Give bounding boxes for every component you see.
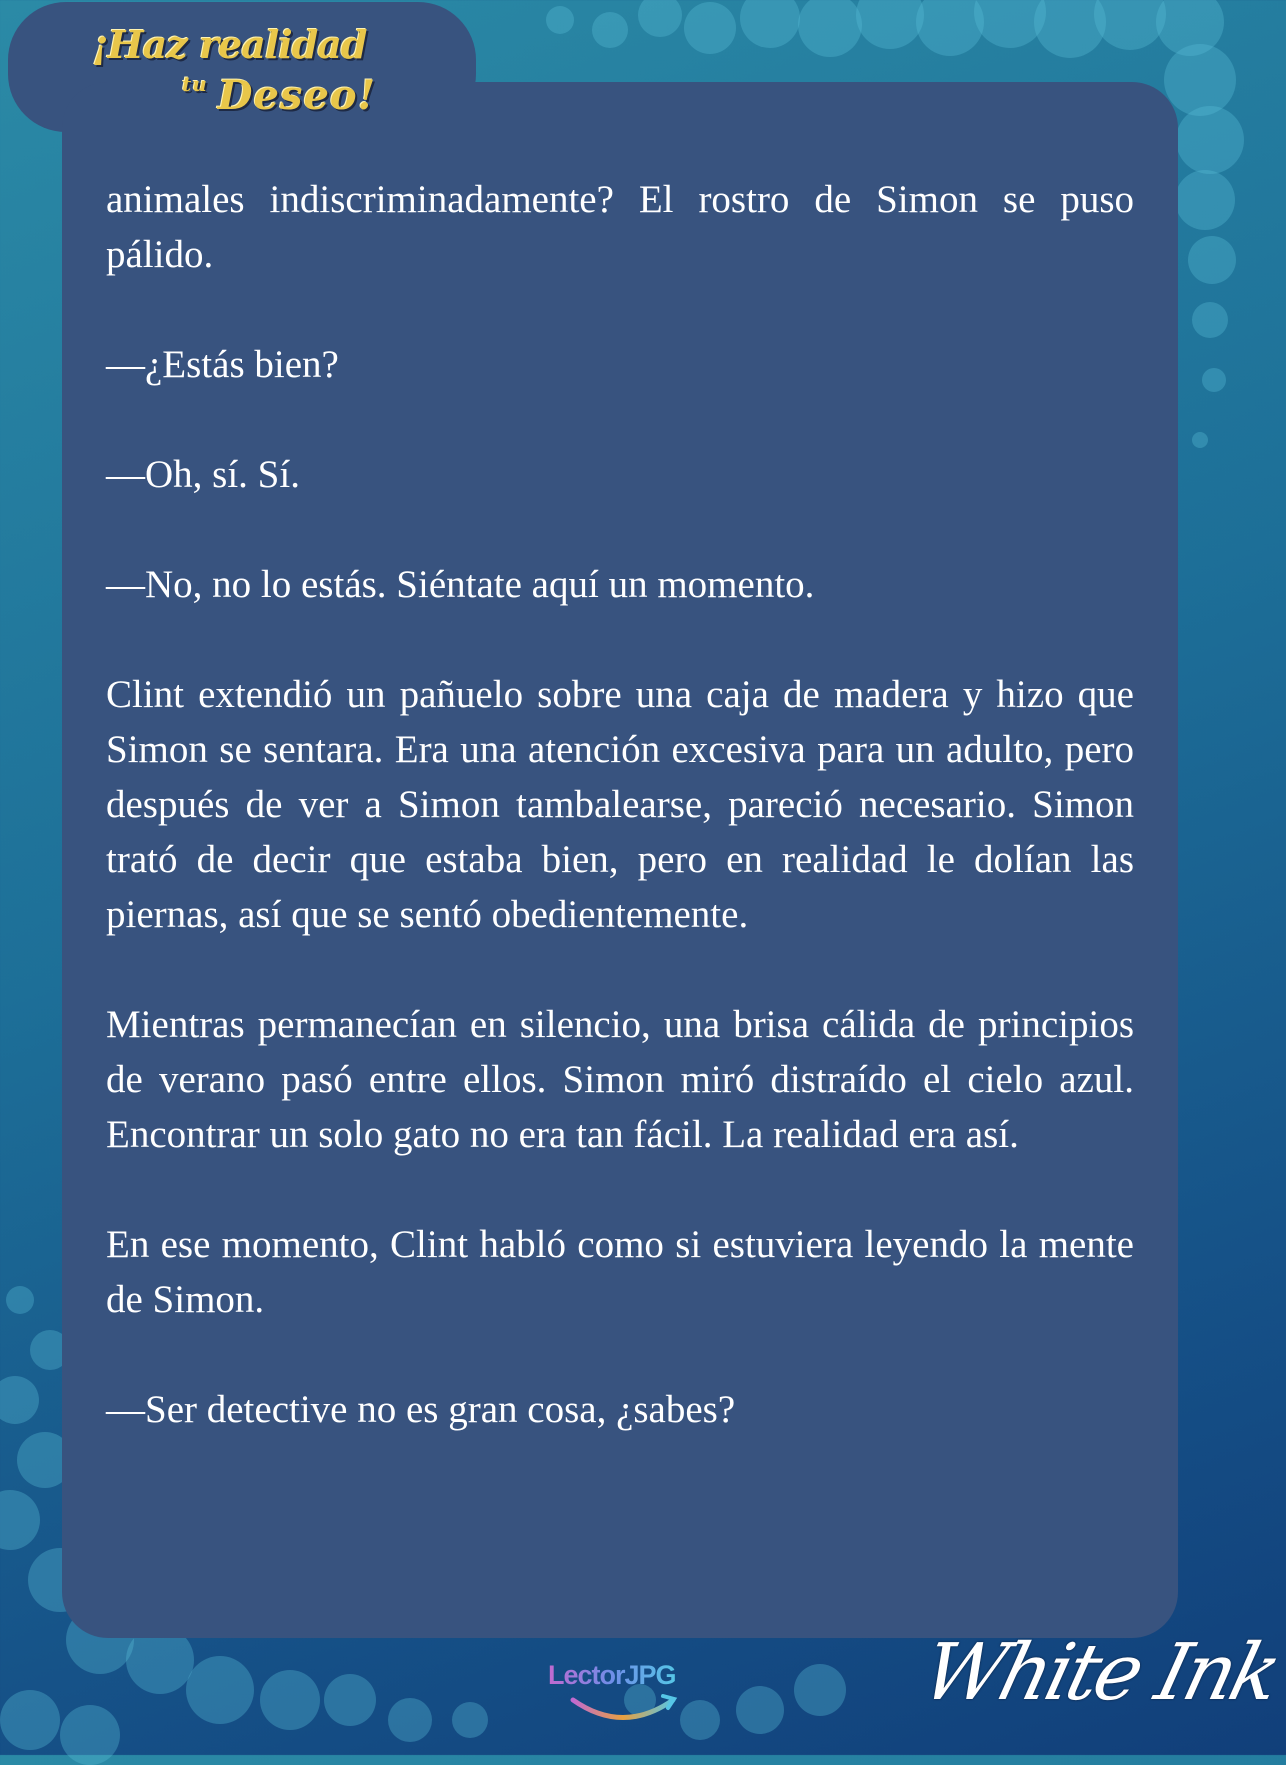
paragraph: —No, no lo estás. Siéntate aquí un momento. xyxy=(106,563,815,606)
background-dot xyxy=(974,0,1046,48)
smile-arc-icon xyxy=(568,1690,678,1730)
background-dot xyxy=(1188,236,1236,284)
logo-line-2 xyxy=(182,72,376,119)
background-dot xyxy=(794,1664,846,1716)
watermark-text: LectorJPG xyxy=(548,1660,676,1690)
background-dot xyxy=(916,0,984,56)
story-text xyxy=(106,172,1134,1492)
background-dot xyxy=(388,1698,432,1742)
background-dot xyxy=(740,0,800,48)
background-dot xyxy=(592,12,628,48)
logo-line-2-small: tu xyxy=(182,72,208,96)
logo-line-2-main: Deseo! xyxy=(217,72,377,119)
background-dot xyxy=(1192,302,1228,338)
background-dot xyxy=(1202,368,1226,392)
background-dot xyxy=(856,0,924,49)
background-dot xyxy=(1164,44,1236,116)
background-dot xyxy=(1176,106,1244,174)
paragraph: Mientras permanecían en silencio, una brisa cálida de principios de verano pasó entre ellos. Simon miró distraído el cielo azul. Encontrar un solo gato no era tan fácil. La realidad era así. xyxy=(106,1003,1134,1156)
lectorjpg-watermark xyxy=(548,1660,696,1728)
background-dot xyxy=(0,1376,39,1424)
background-dot xyxy=(186,1656,254,1724)
background-dot xyxy=(0,1490,40,1550)
background-dot xyxy=(798,0,862,57)
paragraph: —¿Estás bien? xyxy=(106,343,339,386)
paragraph: —Oh, sí. Sí. xyxy=(106,453,300,496)
background-dot xyxy=(638,0,682,37)
background-dot xyxy=(546,6,574,34)
background-dot xyxy=(324,1674,376,1726)
background-dot xyxy=(1094,0,1166,50)
paragraph: —Ser detective no es gran cosa, ¿sabes? xyxy=(106,1388,736,1431)
background-dot xyxy=(0,1690,60,1750)
logo xyxy=(92,14,382,124)
background-dot xyxy=(1034,0,1106,58)
background-dot xyxy=(6,1286,34,1314)
signature-text: White Ink xyxy=(913,1628,1286,1718)
background-dot xyxy=(736,1686,784,1734)
paragraph: Clint extendió un pañuelo sobre una caja de madera y hizo que Simon se sentara. Era una atención excesiva para un adulto, pero después de ver a Simon tambalearse, pareció necesario. Simon trató de decir que estaba bien, pero en realidad le dolían las piernas, así que se sentó obedientemente. xyxy=(106,673,1134,936)
background-dot xyxy=(452,1702,488,1738)
background-dot xyxy=(684,2,736,54)
background-dot xyxy=(1156,0,1224,56)
logo-line-1: ¡Haz realidad xyxy=(92,22,367,67)
background-dot xyxy=(1192,432,1208,448)
background-dot xyxy=(1175,170,1235,230)
paragraph: En ese momento, Clint habló como si estuviera leyendo la mente de Simon. xyxy=(106,1223,1134,1321)
background-dot xyxy=(60,1705,120,1765)
signature xyxy=(913,1610,1286,1740)
background-dot xyxy=(260,1670,320,1730)
paragraph: animales indiscriminadamente? El rostro de Simon se puso pálido. xyxy=(106,178,1134,276)
